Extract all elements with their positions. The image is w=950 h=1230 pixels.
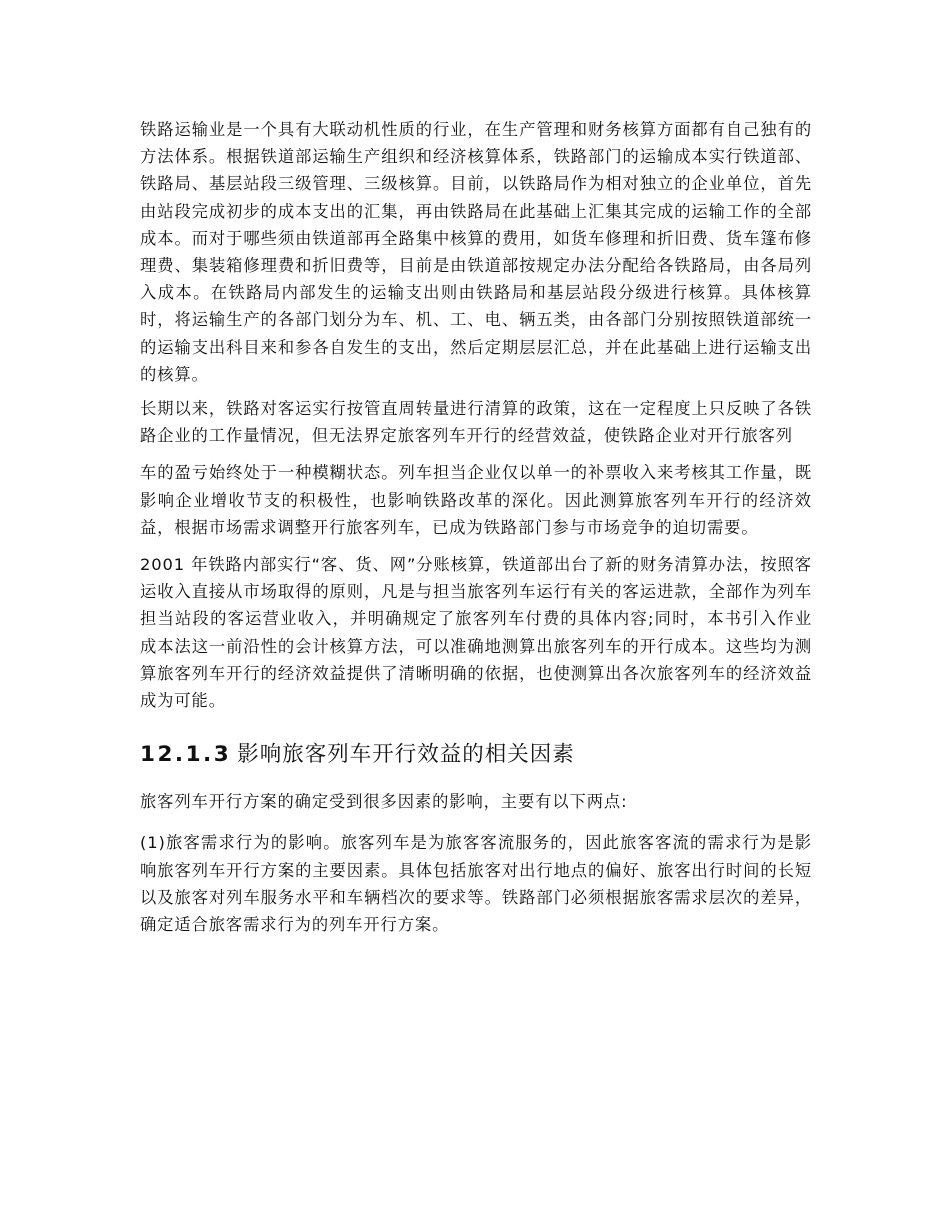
section-heading bbox=[140, 740, 812, 770]
document-page bbox=[140, 116, 812, 938]
paragraph-2001-reform: 2001 年铁路内部实行“客、货、网”分账核算，铁道部出台了新的财务清算办法，按照客运收入直接从市场取得的原则，凡是与担当旅客列车运行有关的客运进款，全部作为列车担当站段的客运营业收入，并明确规定了旅客列车付费的具体内容;同时，本书引入作业成本法这一前沿性的会计核算方法，可以准确地测算出旅客列车的开行成本。这些均为测算旅客列车开行的经济效益提供了清晰明确的依据，也使测算出各次旅客列车的经济效益成为可能。 bbox=[140, 555, 812, 711]
section-title: 影响旅客列车开行效益的相关因素 bbox=[237, 742, 575, 768]
paragraph-demand-factor: (1)旅客需求行为的影响。旅客列车是为旅客客流服务的，因此旅客客流的需求行为是影响旅客列车开行方案的主要因素。具体包括旅客对出行地点的偏好、旅客出行时间的长短以及旅客对列车服务水平和车辆档次的要求等。铁路部门必须根据旅客需求层次的差异，确定适合旅客需求行为的列车开行方案。 bbox=[140, 833, 812, 935]
section-number: 12.1.3 bbox=[140, 742, 232, 768]
paragraph-railway-accounting-system: 铁路运输业是一个具有大联动机性质的行业，在生产管理和财务核算方面都有自己独有的方法体系。根据铁道部运输生产组织和经济核算体系，铁路部门的运输成本实行铁道部、铁路局、基层站段三级管理、三级核算。目前，以铁路局作为相对独立的企业单位，首先由站段完成初步的成本支出的汇集，再由铁路局在此基础上汇集其完成的运输工作的全部成本。而对于哪些须由铁道部再全路集中核算的费用，如货车修理和折旧费、货车篷布修理费、集装箱修理费和折旧费等，目前是由铁道部按规定办法分配给各铁路局，由各局列入成本。在铁路局内部发生的运输支出则由铁路局和基层站段分级进行核算。具体核算时，将运输生产的各部门划分为车、机、工、电、辆五类，由各部门分别按照铁道部统一的运输支出科目来和参各自发生的支出，然后定期层层汇总，并在此基础上进行运输支出的核算。 bbox=[140, 120, 812, 384]
paragraph-profit-ambiguity: 车的盈亏始终处于一种模糊状态。列车担当企业仅以单一的补票收入来考核其工作量，既影响企业增收节支的积极性，也影响铁路改革的深化。因此测算旅客列车开行的经济效益，根据市场需求调整开行旅客列车，已成为铁路部门参与市场竞争的迫切需要。 bbox=[140, 463, 812, 537]
paragraph-passenger-settlement-policy: 长期以来，铁路对客运实行按管直周转量进行清算的政策，这在一定程度上只反映了各铁路企业的工作量情况，但无法界定旅客列车开行的经营效益，使铁路企业对开行旅客列 bbox=[140, 399, 812, 446]
paragraph-factors-intro: 旅客列车开行方案的确定受到很多因素的影响，主要有以下两点: bbox=[140, 792, 628, 812]
